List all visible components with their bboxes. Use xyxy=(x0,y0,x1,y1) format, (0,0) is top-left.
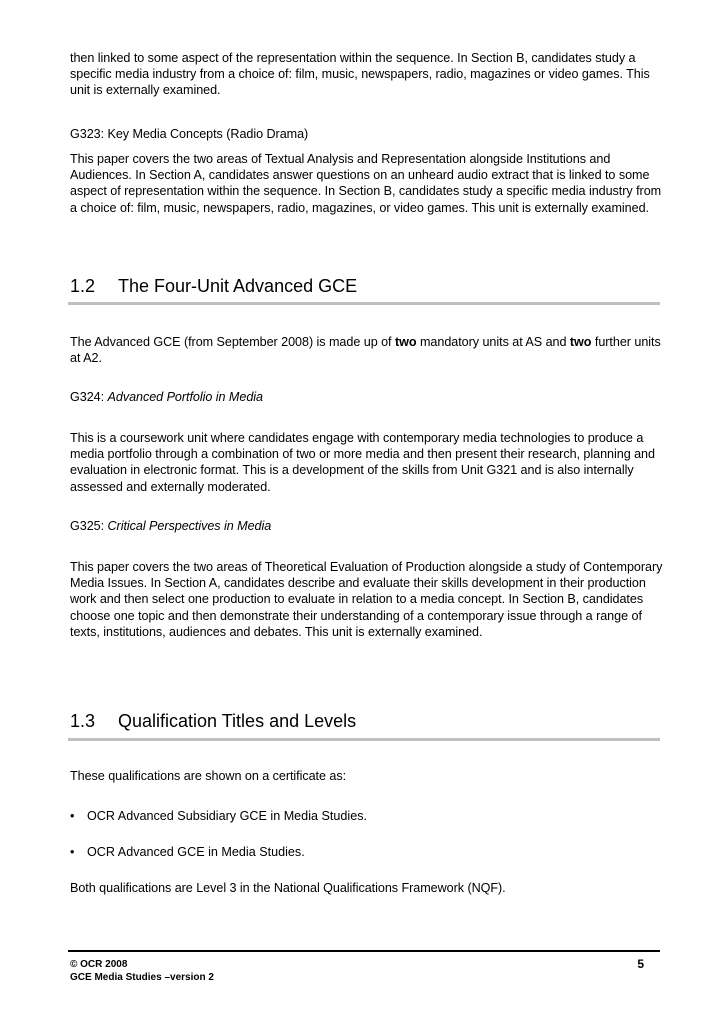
g323-title: G323: Key Media Concepts (Radio Drama) xyxy=(70,127,309,141)
page-number: 5 xyxy=(637,957,644,971)
advanced-gce-intro: The Advanced GCE (from September 2008) is made up of two mandatory units at AS and two further units at A2. xyxy=(70,335,661,366)
section-number: 1.2 xyxy=(70,276,96,296)
footer-doc-title: GCE Media Studies –version 2 xyxy=(70,972,214,983)
g324-body: This is a coursework unit where candidates engage with contemporary media technologies to produce a media portfolio through a combination of two or more media and then present their research, planning and evaluation in electronic format. This is a development of the skills from Unit G321 and is also internally assessed and externally moderated. xyxy=(70,431,655,494)
footer-rule xyxy=(68,950,660,952)
footer-copyright: © OCR 2008 xyxy=(70,959,128,970)
closing-paragraph: Both qualifications are Level 3 in the National Qualifications Framework (NQF). xyxy=(70,881,506,895)
intro-paragraph: then linked to some aspect of the representation within the sequence. In Section B, candidates study a specific media industry from a choice of: film, music, newspapers, radio, magazines or video games. This unit is externally examined. xyxy=(70,51,650,98)
section-rule xyxy=(68,302,660,305)
bullet-icon: • xyxy=(70,845,75,859)
section-heading-1-3 xyxy=(70,710,660,732)
g323-body: This paper covers the two areas of Textual Analysis and Representation alongside Institutions and Audiences. In Section A, candidates answer questions on an unheard audio extract that is linked to some aspect of representation within the sequence. In Section B, candidates study a specific media industry from a choice of: film, music, newspapers, radio, magazines, or video games. This unit is externally examined. xyxy=(70,152,662,215)
list-item: • OCR Advanced Subsidiary GCE in Media Studies. xyxy=(70,809,367,823)
g325-body: This paper covers the two areas of Theoretical Evaluation of Production alongside a study of Contemporary Media Issues. In Section A, candidates describe and evaluate their skills development in their production work and then select one production to evaluate in relation to a media concept. In Section B, candidates choose one topic and then demonstrate their understanding of a contemporary issue through a range of texts, institutions, audiences and debates. This unit is externally examined. xyxy=(70,560,663,639)
section-number: 1.3 xyxy=(70,711,96,731)
g324-title: G324: Advanced Portfolio in Media xyxy=(70,390,263,404)
qualifications-intro: These qualifications are shown on a certificate as: xyxy=(70,769,347,783)
section-heading-1-2 xyxy=(70,275,660,297)
list-item: • OCR Advanced GCE in Media Studies. xyxy=(70,845,305,859)
g325-title: G325: Critical Perspectives in Media xyxy=(70,519,272,533)
section-rule xyxy=(68,738,660,741)
section-title: The Four-Unit Advanced GCE xyxy=(118,276,358,296)
bullet-icon: • xyxy=(70,809,75,823)
section-title: Qualification Titles and Levels xyxy=(118,711,357,731)
